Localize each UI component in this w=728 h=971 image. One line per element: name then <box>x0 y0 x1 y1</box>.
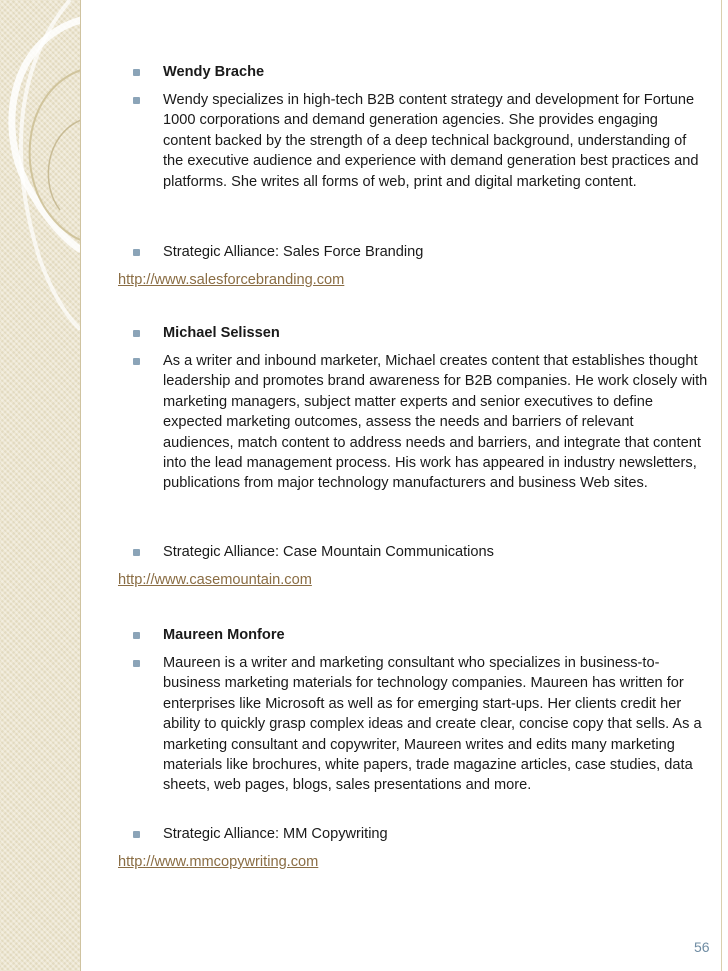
strategic-alliance: Strategic Alliance: Case Mountain Communications <box>163 544 494 560</box>
bullet-icon <box>133 330 140 337</box>
band-divider <box>80 0 81 971</box>
bullet-icon <box>133 97 140 104</box>
strategic-alliance: Strategic Alliance: Sales Force Branding <box>163 244 424 260</box>
writer-name: Michael Selissen <box>163 325 280 341</box>
bullet-icon <box>133 831 140 838</box>
bullet-icon <box>133 632 140 639</box>
decorative-side-band <box>0 0 81 971</box>
alliance-link[interactable]: http://www.casemountain.com <box>118 572 312 588</box>
bullet-icon <box>133 549 140 556</box>
bullet-icon <box>133 249 140 256</box>
page-number: 56 <box>694 939 710 955</box>
writer-name: Maureen Monfore <box>163 627 285 643</box>
alliance-link[interactable]: http://www.salesforcebranding.com <box>118 272 345 288</box>
bullet-icon <box>133 660 140 667</box>
writer-bio: Wendy specializes in high-tech B2B content strategy and development for Fortune 1000 corporations and demand generation agencies. She provides engaging content backed by the strength of a deep technical background, understanding of the executive audience and experience with demand generation best practices and platforms. She writes all forms of web, print and digital marketing content. <box>163 92 699 190</box>
swirl-decoration <box>0 0 81 330</box>
alliance-link[interactable]: http://www.mmcopywriting.com <box>118 854 319 870</box>
strategic-alliance: Strategic Alliance: MM Copywriting <box>163 826 388 842</box>
bullet-icon <box>133 358 140 365</box>
writer-name: Wendy Brache <box>163 64 265 80</box>
writer-bio: As a writer and inbound marketer, Michael creates content that establishes thought leadership and promotes brand awareness for B2B companies. He work closely with marketing managers, subject matter experts and senior executives to define expected marketing outcomes, assess the needs and barriers of relevant audiences, match content to address needs and barriers, and integrate that content into the lead management process. His work has appeared in industry newsletters, publications from major technology manufacturers and business Web sites. <box>163 353 708 492</box>
bullet-icon <box>133 69 140 76</box>
right-border-line <box>721 0 722 971</box>
writer-bio: Maureen is a writer and marketing consultant who specializes in business-to-business marketing materials for technology companies. Maureen has written for enterprises like Microsoft as well as for emerging start-ups. Her clients credit her ability to quickly grasp complex ideas and create clear, concise copy that sells. As a marketing consultant and copywriter, Maureen writes and edits many marketing materials like brochures, white papers, trade magazine articles, case studies, data sheets, web pages, blogs, sales presentations and more. <box>163 655 702 794</box>
